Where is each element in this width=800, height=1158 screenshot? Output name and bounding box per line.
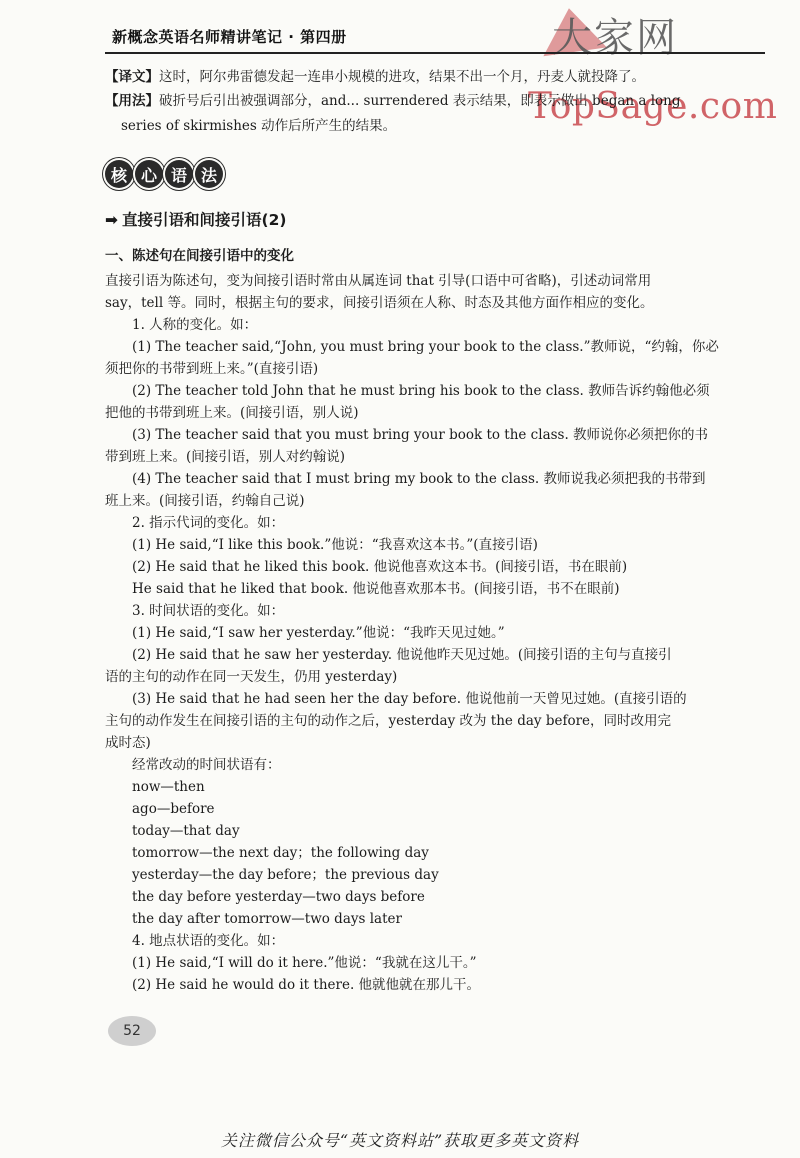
note-translation	[105, 66, 645, 88]
body-line: 2. 指示代词的变化。如：	[105, 515, 285, 531]
badge-char: 核	[105, 160, 133, 188]
note-text: 这时，阿尔弗雷德发起一连串小规模的进攻，结果不出一个月，丹麦人就投降了。	[159, 69, 645, 85]
body-line: today—that day	[105, 823, 240, 839]
body-line: ago—before	[105, 801, 215, 817]
note-tag: 【用法】	[105, 93, 159, 109]
body-line: 须把你的书带到班上来。”(直接引语)	[105, 361, 319, 377]
subheading	[105, 208, 286, 230]
body-text	[105, 270, 725, 996]
body-line: tomorrow—the next day；the following day	[105, 845, 429, 861]
body-line: 直接引语为陈述句，变为间接引语时常由从属连词 that 引导(口语中可省略)，引述动词常用	[105, 273, 652, 289]
header-divider	[105, 52, 765, 54]
note-text: 破折号后引出被强调部分，and... surrendered 表示结果，即表示做出 began a long	[159, 93, 681, 109]
body-line: (1) He said,“I will do it here.”他说：“我就在这儿干。”	[105, 955, 477, 971]
page-number-badge: 52	[108, 1016, 156, 1046]
note-usage	[105, 90, 681, 112]
badge-char: 法	[195, 160, 223, 188]
body-line: the day before yesterday—two days before	[105, 889, 425, 905]
body-line: 把他的书带到班上来。(间接引语，别人说)	[105, 405, 359, 421]
watermark-logo-cn: 大家网	[552, 15, 678, 61]
badge-char: 心	[135, 160, 163, 188]
body-line: (2) The teacher told John that he must bring his book to the class. 教师告诉约翰他必须	[105, 383, 710, 399]
body-line: (1) The teacher said,“John, you must bring your book to the class.”教师说，“约翰，你必	[105, 339, 719, 355]
body-line: 主句的动作发生在间接引语的主句的动作之后，yesterday 改为 the day before，同时改用完	[105, 713, 672, 729]
body-line: 1. 人称的变化。如：	[105, 317, 258, 333]
body-line: 语的主句的动作在同一天发生，仍用 yesterday)	[105, 669, 398, 685]
subheading-text: 直接引语和间接引语(2)	[122, 211, 287, 229]
body-line: (3) He said that he had seen her the day before. 他说他前一天曾见过她。(直接引语的	[105, 691, 687, 707]
body-line: (4) The teacher said that I must bring my book to the class. 教师说我必须把我的书带到	[105, 471, 706, 487]
note-text: series of skirmishes 动作后所产生的结果。	[121, 118, 397, 134]
footer-note: 关注微信公众号“英文资料站”获取更多英文资料	[220, 1131, 580, 1150]
body-line: yesterday—the day before；the previous day	[105, 867, 439, 883]
watermark-logo-en: TopSage.com	[528, 86, 778, 127]
body-line: 4. 地点状语的变化。如：	[105, 933, 285, 949]
body-line: (2) He said he would do it there. 他就他就在那儿干。	[105, 977, 481, 993]
arrow-right-icon: ➡	[105, 211, 118, 229]
page-header-title: 新概念英语名师精讲笔记 · 第四册	[112, 28, 347, 46]
body-line: (2) He said that he liked this book. 他说他喜欢这本书。(间接引语，书在眼前)	[105, 559, 628, 575]
body-line: (3) The teacher said that you must bring your book to the class. 教师说你必须把你的书	[105, 427, 709, 443]
note-usage-continued	[121, 115, 396, 137]
body-line: 经常改动的时间状语有：	[105, 757, 281, 773]
note-tag: 【译文】	[105, 69, 159, 85]
body-line: (1) He said,“I saw her yesterday.”他说：“我昨天见过她。”	[105, 625, 505, 641]
body-line: 带到班上来。(间接引语，别人对约翰说)	[105, 449, 346, 465]
body-line: say，tell 等。同时，根据主句的要求，间接引语须在人称、时态及其他方面作相应的变化。	[105, 295, 654, 311]
body-line: 3. 时间状语的变化。如：	[105, 603, 285, 619]
body-line: the day after tomorrow—two days later	[105, 911, 402, 927]
badge-char: 语	[165, 160, 193, 188]
section-badge	[105, 160, 223, 188]
part-title: 一、陈述句在间接引语中的变化	[105, 248, 294, 264]
body-line: 成时态)	[105, 735, 151, 751]
body-line: He said that he liked that book. 他说他喜欢那本书。(间接引语，书不在眼前)	[105, 581, 620, 597]
body-line: (2) He said that he saw her yesterday. 他说他昨天见过她。(间接引语的主句与直接引	[105, 647, 672, 663]
body-line: 班上来。(间接引语，约翰自己说)	[105, 493, 305, 509]
body-line: (1) He said,“I like this book.”他说：“我喜欢这本书。”(直接引语)	[105, 537, 538, 553]
body-line: now—then	[105, 779, 205, 795]
